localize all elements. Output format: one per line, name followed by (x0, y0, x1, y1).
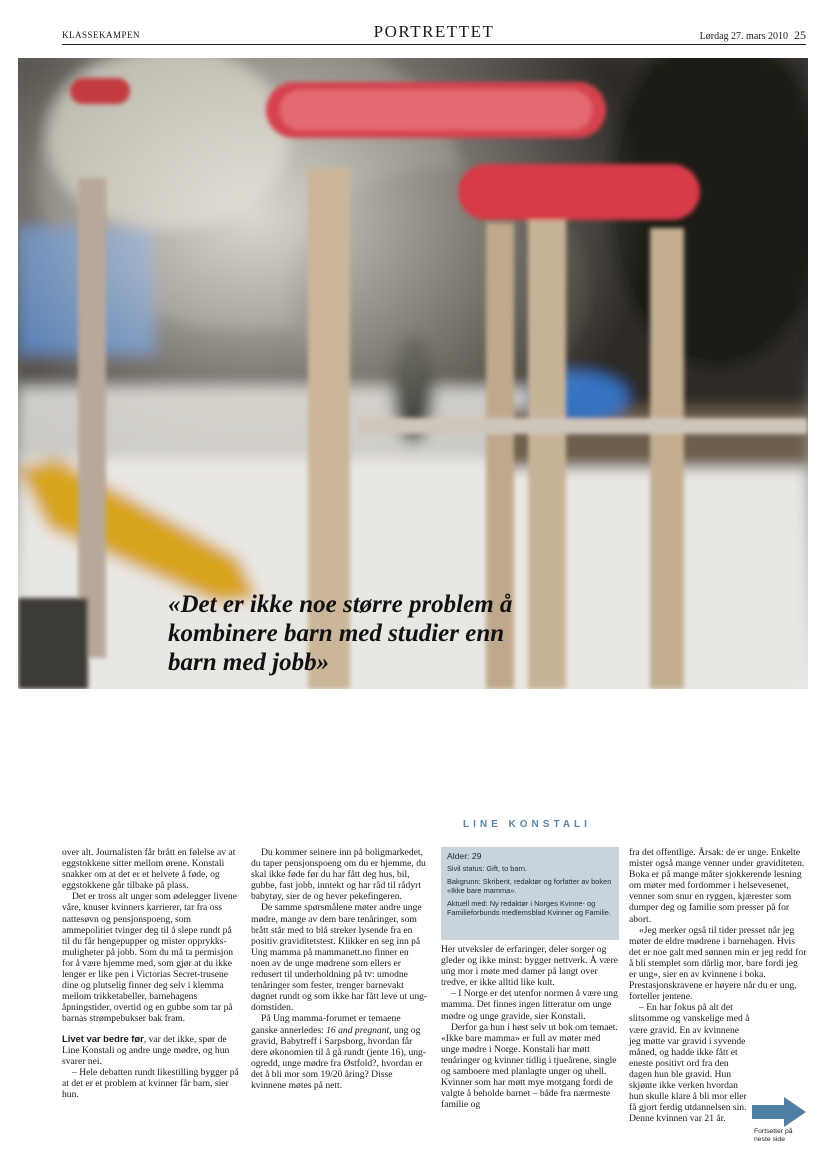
paragraph: – Hele debatten rundt likestilling bygger på at det er et problem at kvinner får barn, sier hun. (62, 1066, 239, 1100)
paragraph: Her utveksler de erfaringer, deler sorger og gleder og ikke minst: bygger nettverk. Å være ung mor i møte med damer på langt over tredve, er ikke alltid like kult. (441, 944, 618, 989)
fact-age: Alder: 29 (447, 851, 482, 861)
article-column-1 (62, 847, 240, 1100)
section-lead: Livet var bedre før (62, 1032, 144, 1044)
paragraph-text: , ung og gravid, Babytreff i Sarpsborg, hvordan får dere økonomien til å gå rundt (jente 16), ung-ogredd, unge mødre fra Østfold?, hvordan er det å bli mor som 19/20 åring? Disse kvinnene møtes på nett. (251, 1024, 427, 1091)
page-number: 25 (794, 28, 806, 42)
paragraph: over alt. Journalisten får brått en følelse av at eggstokkene sitter mellom ørene. Konstali snakker om at det er et helvete å føde, og eggstokkene går tilbake på plass. (62, 847, 236, 892)
paragraph: De samme spørsmålene møter andre unge mødre, mange av dem bare tenåringer, som brått står med to blå streker lysende fra en positiv graviditetstest. Klikker en seg inn på Ung mamma på mammanett.no finner en noen av de unge mødrene som ellers er redusert til underholdning på tv: umodne tenåringer som fester, trenger barnevakt døgnet rundt og som ikke har fått leve ut ungdomstiden. (251, 902, 428, 1014)
pull-quote: «Det er ikke noe større problem å kombinere barn med studier enn barn med jobb» (168, 591, 513, 676)
fact-civil-status: Sivil status: Gift, to barn. (447, 864, 528, 874)
fact-background: Bakgrunn: Skribent, redaktør og forfatter av boken «Ikke bare mamma». (447, 876, 612, 896)
paragraph: Det er tross alt unger som ødelegger livene våre, knuser kvinners karrierer, tar fra oss nattesøvn og pensjonspoeng, som ammepolitiet tvinger deg til å slepe rundt på til du får hengepupper og mister opprykksmuligheter på jobb. Som du må ta permisjon for å være hjemme med, som gjør at du ikke lenger er like pen i Victorias Secret-trusene dine og plutselig finner deg selv i klemma mellom trikketabeller, barnehagens åpningstider, overtid og en gubbe som tar på barnas strømpebukser bak fram. (62, 891, 237, 1025)
article-column-3 (441, 944, 619, 1110)
section-title: PORTRETTET (373, 22, 495, 41)
forum-title: 16 and pregnant (326, 1024, 390, 1036)
paragraph-text: , var det ikke, spør de Line Konstali og andre unge mødre, og hun svarer nei. (62, 1033, 230, 1067)
date-text: Lørdag 27. mars 2010 (699, 31, 788, 42)
page-header (62, 22, 806, 45)
paragraph: «Jeg merker også til tider presset når jeg møter de eldre mødrene i barnehagen. Hvis det er noe galt med sønnen min er jeg redd for å bli stemplet som dårlig mor, bare fordi jeg er ung», sier en av kvinnene i boka. Prestasjonskravene er høyere når du er ung, forteller jentene. (629, 924, 807, 1003)
newspaper-name: KLASSEKAMPEN (62, 30, 141, 40)
article-column-2 (251, 847, 429, 1091)
author-byline: LINE KONSTALI (463, 819, 591, 830)
paragraph: – En har fokus på alt det slitsomme og vanskelige med å være gravid. En av kvinnene jeg møtte var gravid i syvende måned, og hadde ikke fått et eneste positivt ord fra den dagen hun ble gravid. Hun skjønte ikke verken hvordan hun skulle klare å bli mor eller få gjort ferdig utdannelsen sin. Denne kvinnen var 21 år. (629, 1002, 750, 1125)
paragraph: Derfor ga hun i høst selv ut bok om temaet. «Ikke bare mamma» er full av møter med unge mødre i Norge. Konstali har møtt tenåringer og kvinner tidlig i tjueårene, single og samboere med planlagte unger og uhell. Kvinner som har møtt mye motgang fordi de valgte å beholde barnet – både fra nærmeste familie og (441, 1021, 618, 1111)
continue-arrow-icon (752, 1097, 806, 1127)
article-column-4 (629, 847, 807, 1124)
issue-date (700, 28, 806, 43)
paragraph: Du kommer seinere inn på boligmarkedet, du taper pensjonspoeng om du er hjemme, du skal ikke føde før du har fått deg hus, bil, gubbe, fast jobb, inntekt og har råd til rådyrt babytøy, sier de og hever pekefingeren. (251, 847, 426, 903)
paragraph (62, 1033, 240, 1067)
continue-label: Fortsetter på neste side (754, 1128, 793, 1143)
paragraph-text: På Ung mamma-forumet er temaene ganske annerledes: (251, 1013, 401, 1036)
fact-current: Aktuell med: Ny redaktør i Norges Kvinne- og Familieforbunds medlemsblad Kvinner og Familie. (447, 898, 611, 918)
paragraph: fra det offentlige. Årsak: de er unge. Enkelte mister også mange venner under graviditeten. Boka er på mange måter sjokkerende lesning om møter med fordommer i helsevesenet, venner som snur en ryggen, kjærester som dumper deg og familie som presser på for abort. (629, 847, 805, 925)
fact-box (441, 847, 619, 940)
paragraph: – I Norge er det utenfor normen å være ung mamma. Det finnes ingen litteratur om unge mødre og unge gravide, sier Konstali. (441, 988, 618, 1022)
paragraph (251, 1013, 429, 1091)
